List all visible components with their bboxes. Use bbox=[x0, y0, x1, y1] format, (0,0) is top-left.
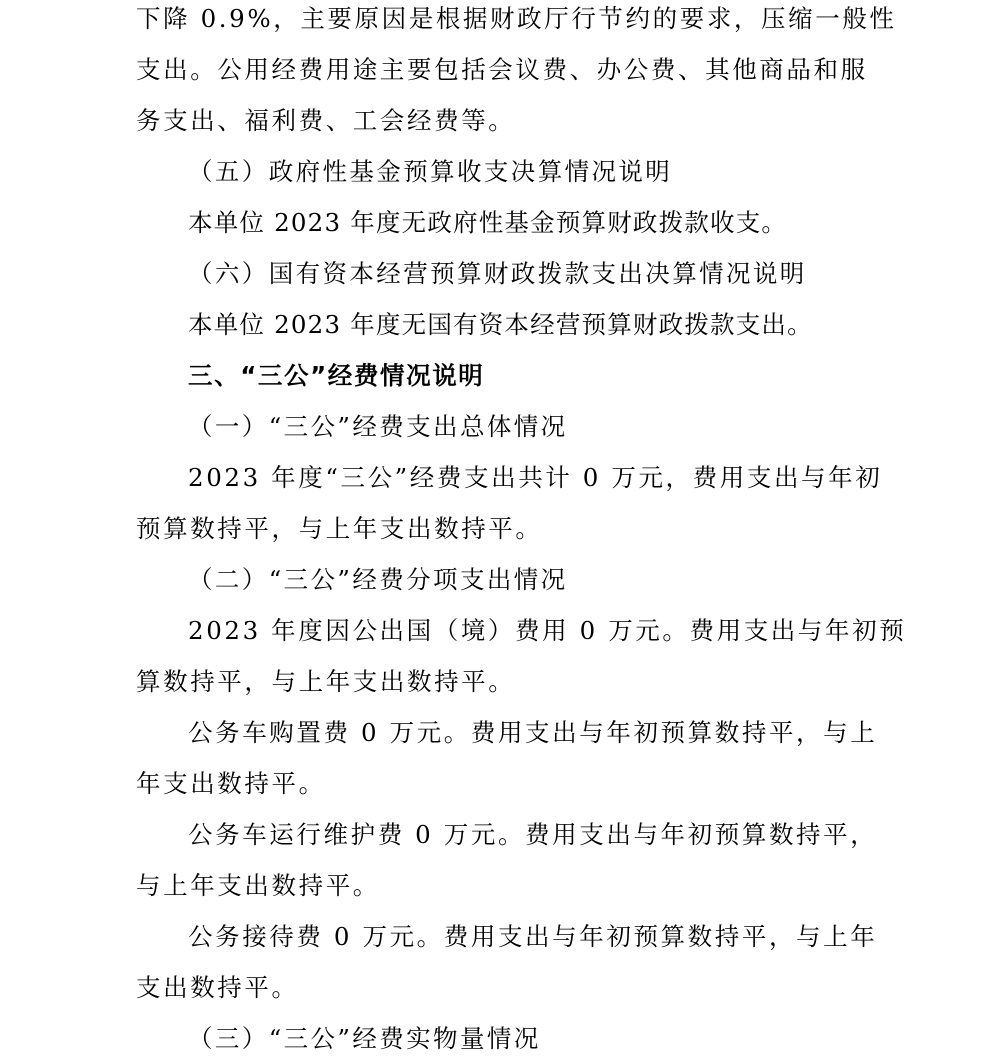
body-text-line: 公务车运行维护费 0 万元。费用支出与年初预算数持平， bbox=[188, 820, 878, 849]
document-page bbox=[136, 0, 907, 1064]
subsection-heading-6: （六）国有资本经营预算财政拨款支出决算情况说明 bbox=[188, 259, 807, 288]
body-text-line: 本单位 2023 年度无国有资本经营预算财政拨款支出。 bbox=[188, 310, 813, 339]
subsection-heading-1: （一）“三公”经费支出总体情况 bbox=[188, 412, 568, 441]
subsection-heading-2: （二）“三公”经费分项支出情况 bbox=[188, 565, 568, 594]
body-text-line: 与上年支出数持平。 bbox=[136, 871, 380, 900]
body-text-line: 预算数持平，与上年支出数持平。 bbox=[136, 514, 543, 543]
body-text-line: 算数持平，与上年支出数持平。 bbox=[136, 667, 516, 696]
body-text-line: 2023 年度因公出国（境）费用 0 万元。费用支出与年初预 bbox=[188, 616, 907, 645]
body-text-line: 2023 年度“三公”经费支出共计 0 万元，费用支出与年初 bbox=[188, 463, 883, 492]
body-text-line: 下降 0.9%，主要原因是根据财政厅行节约的要求，压缩一般性 bbox=[136, 4, 897, 33]
section-heading-3: 三、“三公”经费情况说明 bbox=[188, 361, 485, 390]
body-text-line: 支出。公用经费用途主要包括会议费、办公费、其他商品和服 bbox=[136, 55, 868, 84]
body-text-line: 公务接待费 0 万元。费用支出与年初预算数持平，与上年 bbox=[188, 922, 878, 951]
body-text-line: 本单位 2023 年度无政府性基金预算财政拨款收支。 bbox=[188, 208, 788, 237]
body-text-line: 公务车购置费 0 万元。费用支出与年初预算数持平，与上 bbox=[188, 718, 878, 747]
body-text-line: 年支出数持平。 bbox=[136, 769, 326, 798]
subsection-heading-5: （五）政府性基金预算收支决算情况说明 bbox=[188, 157, 673, 186]
subsection-heading-3: （三）“三公”经费实物量情况 bbox=[188, 1024, 541, 1053]
body-text-line: 支出数持平。 bbox=[136, 973, 299, 1002]
body-text-line: 务支出、福利费、工会经费等。 bbox=[136, 106, 516, 135]
